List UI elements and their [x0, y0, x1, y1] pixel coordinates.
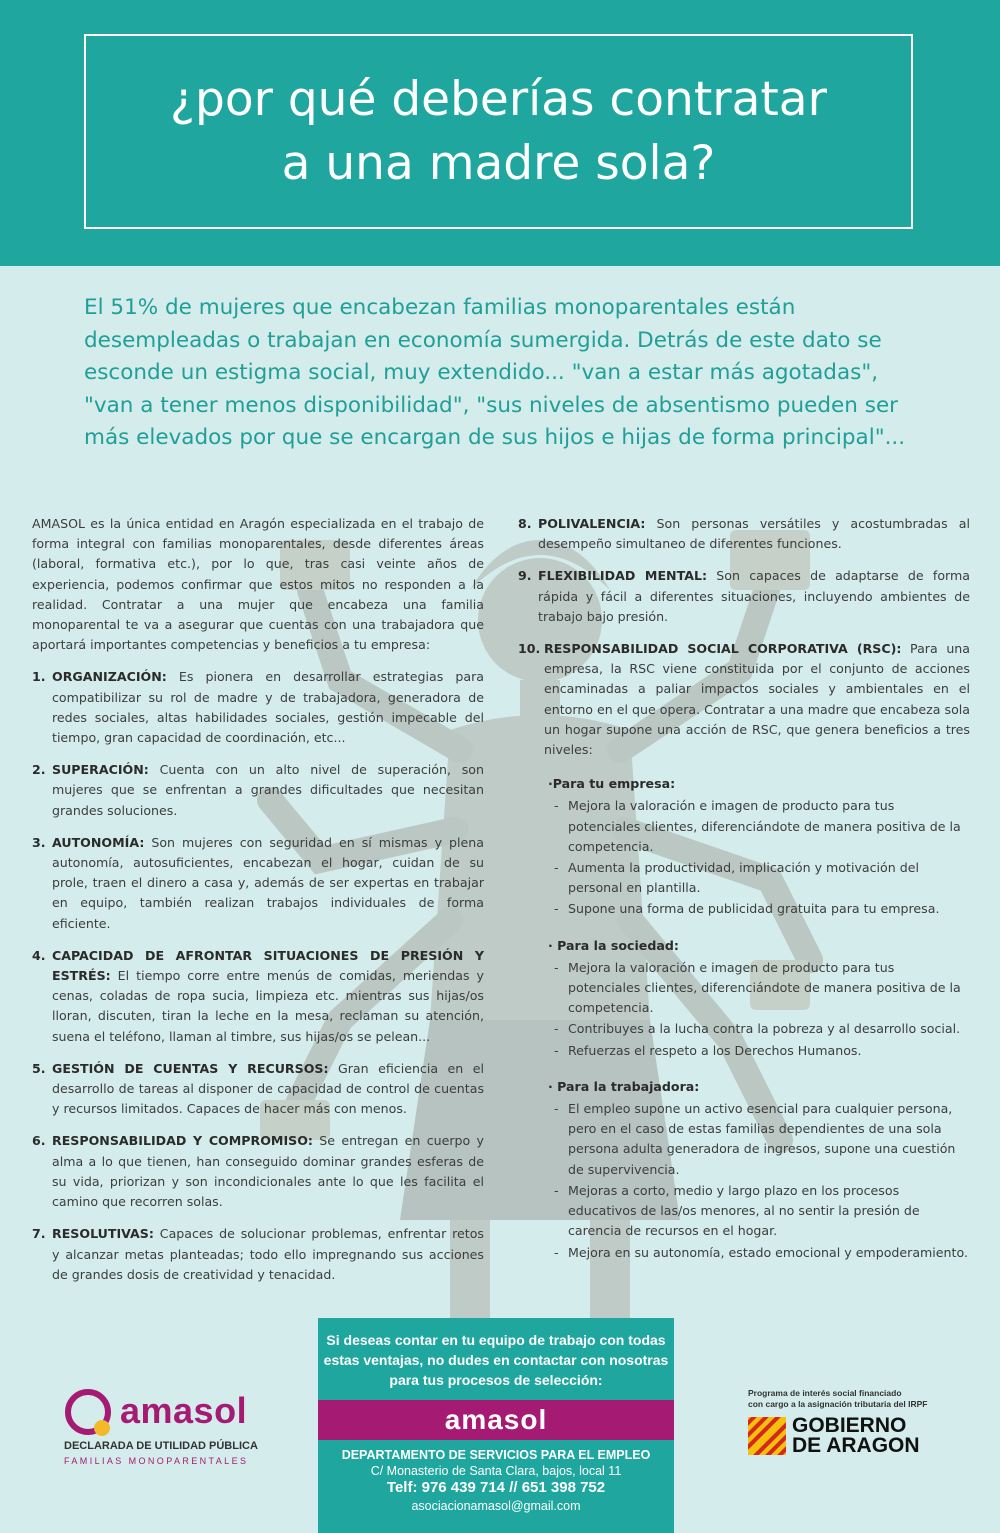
logo-families-label: FAMILIAS MONOPARENTALES	[64, 1456, 249, 1466]
contact-panel	[318, 1318, 674, 1533]
item-heading: RESOLUTIVAS:	[52, 1226, 154, 1242]
list-item	[32, 667, 484, 748]
level-heading: · Para la sociedad:	[548, 937, 679, 953]
item-heading: ORGANIZACIÓN:	[52, 669, 167, 685]
rsc-level-society	[518, 936, 970, 1061]
left-column	[32, 514, 484, 1297]
list-item	[32, 946, 484, 1047]
bullet-item: - Mejora la valoración e imagen de producto para tus potenciales clientes, diferenciándote de manera positiva de la competencia.	[554, 798, 961, 854]
item-number: 9.	[518, 568, 532, 584]
contact-department: DEPARTAMENTO DE SERVICIOS PARA EL EMPLEO	[341, 1448, 651, 1462]
item-number: 6.	[32, 1133, 46, 1149]
funding-note-2: con cargo a la asignación tributaria del IRPF	[748, 1399, 928, 1409]
list-item	[518, 514, 970, 554]
contact-brand-band: amasol	[318, 1400, 674, 1440]
item-heading: FLEXIBILIDAD MENTAL:	[538, 568, 708, 584]
list-item	[32, 1131, 484, 1212]
item-number: 4.	[32, 947, 46, 963]
item-number: 5.	[32, 1060, 46, 1076]
item-text: Capaces de solucionar problemas, enfrentar retos y alcanzar metas planteadas; todo ello impregnando sus acciones de grandes dosis de creatividad y tenacidad.	[52, 1226, 484, 1282]
rsc-level-worker	[518, 1077, 970, 1263]
lead-paragraph: AMASOL es la única entidad en Aragón especializada en el trabajo de forma integral con familias monoparentales, desde diferentes áreas (laboral, formativa etc.), por lo que, tras casi veinte años de experiencia, podemos confirmar que estos mitos no responden a la realidad. Contratar a una mujer que encabeza una familia monoparental te va a asegurar que cuentas con una trabajadora que aportará importantes competencias y beneficios a tu empresa:	[32, 516, 484, 653]
contact-address: C/ Monasterio de Santa Clara, bajos, local 11	[370, 1464, 622, 1478]
item-heading: SUPERACIÓN:	[52, 762, 149, 778]
list-item	[518, 639, 970, 760]
bullet-item: - Supone una forma de publicidad gratuita para tu empresa.	[554, 901, 940, 917]
item-text: El tiempo corre entre menús de comidas, meriendas y cenas, coladas de ropa sucia, limpieza etc. mientras sus hijas/os lloran, discuten, tiran la leche en la mesa, reclaman su atención, suena el teléfono, llaman al timbre, sus hijas/os se pelean...	[52, 968, 484, 1044]
level-heading: ·Para tu empresa:	[548, 776, 676, 792]
bullet-item: - Mejora en su autonomía, estado emocional y empoderamiento.	[554, 1244, 968, 1260]
amasol-logo-mark-icon	[64, 1388, 118, 1442]
item-heading: RESPONSABILIDAD Y COMPROMISO:	[52, 1133, 313, 1149]
list-item	[32, 833, 484, 934]
item-text: Gran eficiencia en el desarrollo de tareas al disponer de capacidad de control de cuentas y recursos limitados. Capaces de hacer más con menos.	[52, 1060, 484, 1117]
contact-call-to-action: Si deseas contar en tu equipo de trabajo con todas estas ventajas, no dudes en contactar con nosotras para tus procesos de selección:	[323, 1332, 669, 1388]
item-text: Son capaces de adaptarse de forma rápida y fácil a diferentes situaciones, incluyendo ambientes de trabajo bajo presión.	[538, 568, 970, 624]
intro-statement: El 51% de mujeres que encabezan familias monoparentales están desempleadas o trabajan en economía sumergida. Detrás de este dato se esconde un estigma social, muy extendido... "van a estar más agotadas", "van a tener menos disponibilidad", "sus niveles de absentismo pueden ser más elevados por que se encargan de sus hijos e hijas de forma principal"...	[84, 295, 906, 450]
logo-declared-label: DECLARADA DE UTILIDAD PÚBLICA	[64, 1440, 258, 1452]
item-heading: POLIVALENCIA:	[538, 516, 646, 531]
gov-name-line-2: DE ARAGON	[792, 1434, 920, 1457]
bullet-item: - El empleo supone un activo esencial para cualquier persona, pero en el caso de estas familias dependientes de una sola persona adulta generadora de ingresos, supone una cuestión de supervivencia.	[554, 1101, 956, 1177]
item-text: Cuenta con un alto nivel de superación, son mujeres que se enfrentan a grandes dificultades que necesitan grandes soluciones.	[52, 762, 484, 818]
amasol-logo	[64, 1388, 264, 1468]
item-heading: CAPACIDAD DE AFRONTAR SITUACIONES DE PRESIÓN Y ESTRÉS:	[52, 947, 484, 984]
title-frame	[84, 34, 913, 229]
bullet-item: - Contribuyes a la lucha contra la pobreza y al desarrollo social.	[554, 1021, 961, 1037]
page-title-line-1: ¿por qué deberías contratar	[170, 71, 827, 127]
item-number: 10.	[518, 641, 541, 657]
contact-email: asociacionamasol@gmail.com	[411, 1499, 581, 1513]
list-item	[32, 1224, 484, 1285]
rsc-level-company	[518, 774, 970, 919]
item-text: Para una empresa, la RSC viene constituida por el conjunto de acciones encaminadas a paliar impactos sociales y ambientales en el entorno en el que opera. Contratar a una madre que encabeza sola un hogar supone una acción de RSC, que genera beneficios a tres niveles:	[544, 641, 970, 758]
list-item	[32, 1059, 484, 1120]
item-number: 8.	[518, 516, 532, 531]
item-number: 2.	[32, 762, 46, 778]
item-heading: GESTIÓN DE CUENTAS Y RECURSOS:	[52, 1060, 329, 1076]
funding-note-1: Programa de interés social financiado	[748, 1388, 902, 1398]
right-column	[518, 514, 970, 1279]
item-number: 1.	[32, 669, 46, 685]
page-title-line-2: a una madre sola?	[281, 135, 716, 191]
logo-wordmark: amasol	[120, 1390, 248, 1431]
gov-name-line-1: GOBIERNO	[792, 1414, 907, 1437]
list-item	[518, 566, 970, 627]
item-number: 3.	[32, 834, 46, 850]
bullet-item: - Aumenta la productividad, implicación y motivación del personal en plantilla.	[554, 860, 919, 896]
item-text: Es pionera en desarrollar estrategias para compatibilizar su rol de madre y de trabajadora, generadora de redes sociales, altas habilidades sociales, gestión impecable del tiempo, gran capacidad de coordinación, etc...	[52, 669, 484, 746]
bullet-item: - Mejora la valoración e imagen de producto para tus potenciales clientes, diferenciándote de manera positiva de la competencia.	[554, 959, 961, 1016]
gobierno-aragon-logo	[748, 1388, 968, 1478]
contact-phone: Telf: 976 439 714 // 651 398 752	[386, 1479, 606, 1496]
item-heading: AUTONOMÍA:	[52, 834, 145, 850]
item-number: 7.	[32, 1226, 46, 1242]
item-text: Son personas versátiles y acostumbradas al desempeño simultaneo de diferentes funciones.	[538, 516, 970, 552]
item-text: Se entregan en cuerpo y alma a lo que tienen, han conseguido dominar grandes esferas de su vida, priorizan y son incondicionales ante lo que les facilita el camino que recorren solas.	[52, 1133, 484, 1210]
bullet-item: - Mejoras a corto, medio y largo plazo en los procesos educativos de las/os menores, al no sentir la presión de carencia de recursos en el hogar.	[554, 1182, 920, 1239]
level-heading: · Para la trabajadora:	[548, 1078, 700, 1094]
bullet-item: - Refuerzas el respeto a los Derechos Humanos.	[554, 1042, 862, 1058]
item-heading: RESPONSABILIDAD SOCIAL CORPORATIVA (RSC):	[544, 641, 902, 657]
item-text: Son mujeres con seguridad en sí mismas y plena autonomía, autosuficientes, encabezan el hogar, cuidan de su prole, traen el dinero a casa y, además de ser expertas en trabajar en equipo, también realizan trabajos individuales de forma eficiente.	[52, 834, 484, 931]
aragon-flag-icon	[748, 1417, 786, 1455]
list-item	[32, 760, 484, 821]
header-banner	[0, 0, 1000, 266]
